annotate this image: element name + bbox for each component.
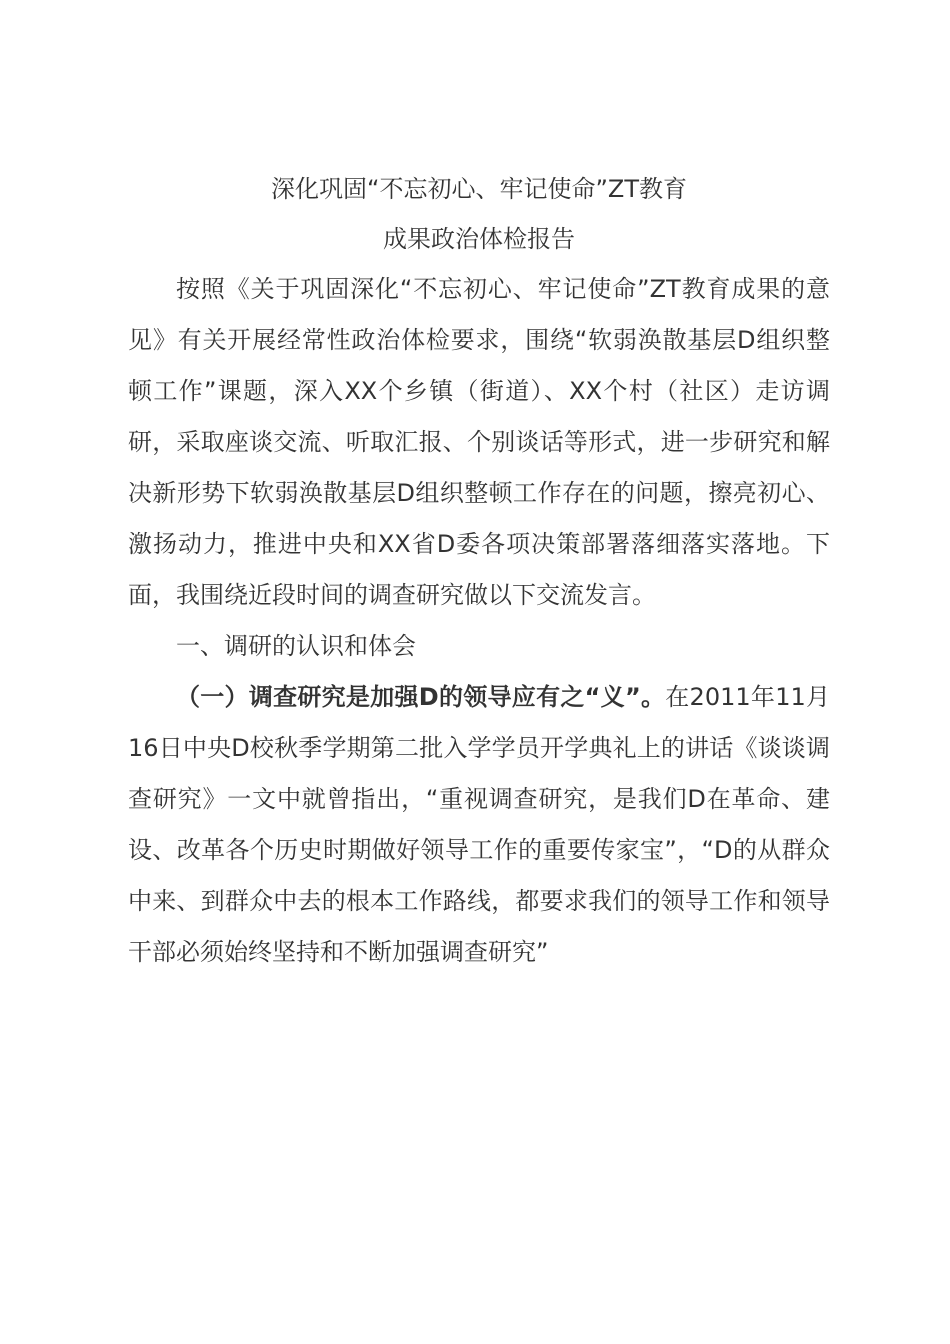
section-1-heading: 一、调研的认识和体会 — [176, 632, 416, 660]
document-page — [128, 164, 830, 978]
subsection-1-text: 在2011年11月16日中央D校秋季学期第二批入学学员开学典礼上的讲话《谈谈调查研究》一文中就曾指出，“重视调查研究，是我们D在革命、建设、改革各个历史时期做好领导工作的重要传家宝”，“D的从群众中来、到群众中去的根本工作路线，都要求我们的领导工作和领导干部必须始终坚持和不断加强调查研究” — [128, 683, 831, 966]
title-line-2: 成果政治体检报告 — [383, 225, 575, 253]
document-title — [128, 164, 830, 264]
subsection-1-heading: （一）调查研究是加强D的领导应有之“义”。 — [176, 683, 666, 711]
title-line-1: 深化巩固“不忘初心、牢记使命”ZT教育 — [271, 175, 687, 203]
subsection-1-paragraph — [128, 672, 830, 978]
intro-paragraph: 按照《关于巩固深化“不忘初心、牢记使命”ZT教育成果的意见》有关开展经常性政治体检要求，围绕“软弱涣散基层D组织整顿工作”课题，深入XX个乡镇（街道）、XX个村（社区）走访调研，采取座谈交流、听取汇报、个别谈话等形式，进一步研究和解决新形势下软弱涣散基层D组织整顿工作存在的问题，擦亮初心、激扬动力，推进中央和XX省D委各项决策部署落细落实落地。下面，我围绕近段时间的调查研究做以下交流发言。 — [128, 275, 830, 609]
